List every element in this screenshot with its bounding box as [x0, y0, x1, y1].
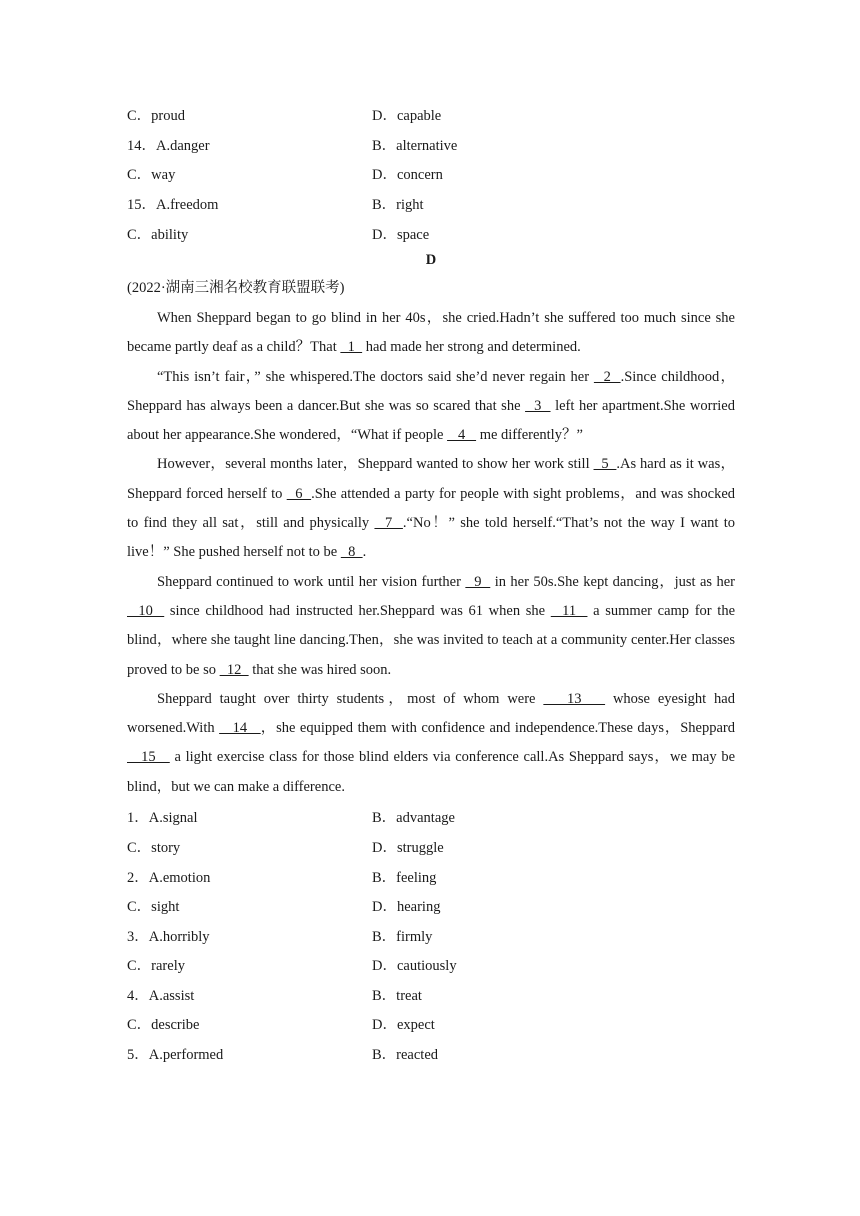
option-row [127, 802, 735, 832]
blank-13: 13 [543, 690, 606, 707]
paragraph-text: .Since childhood，Sheppard has always been a dancer.But she was so scared that she [127, 368, 735, 414]
blank-14: 14 [219, 720, 261, 737]
paragraph-text: that she was hired soon. [248, 661, 392, 678]
option-row [127, 920, 735, 950]
option-right: B．feeling [372, 869, 437, 886]
option-right: B．advantage [372, 810, 455, 827]
source-note: (2022·湖南三湘名校教育联盟联考) [127, 279, 345, 296]
paragraph-text: me differently？” [476, 427, 583, 444]
option-row [127, 100, 735, 130]
blank-3: 3 [525, 397, 551, 414]
paragraph-text: in her 50s.She kept dancing，just as her [490, 573, 735, 590]
paragraph-3 [127, 450, 735, 567]
option-left: C．sight [127, 899, 180, 916]
option-right: D．concern [372, 167, 443, 184]
option-left: 5．A.performed [127, 1047, 224, 1064]
option-left: 2．A.emotion [127, 869, 211, 886]
option-row [127, 130, 735, 160]
option-right: B．treat [372, 987, 422, 1004]
paragraph-text: ，she equipped them with confidence and independence.These days，Sheppard [260, 720, 735, 737]
paragraph-text: left her apartment.She worried about her appearance.She wondered，“What if people [127, 397, 735, 444]
option-right: D．space [372, 226, 430, 243]
option-left: 1．A.signal [127, 810, 198, 827]
blank-7: 7 [374, 515, 403, 532]
paragraph-text: since childhood had instructed her.Sheppard was 61 when she [164, 602, 551, 619]
blank-5: 5 [593, 456, 617, 473]
options-block-top [127, 100, 735, 248]
option-row [127, 832, 735, 862]
blank-2: 2 [593, 368, 621, 385]
option-left: C．way [127, 167, 176, 184]
option-left: C．describe [127, 1017, 200, 1034]
paragraph-text: “This isn’t fair，” she whispered.The doctors said she’d never regain her [157, 368, 594, 385]
paragraph-text: Sheppard continued to work until her vision further [157, 573, 466, 590]
paragraph-text: had made her strong and determined. [362, 339, 581, 356]
paragraph-text: .As hard as it was，Sheppard forced herself to [127, 456, 735, 502]
paragraph-text: a summer camp for the blind，where she taught line dancing.Then，she was invited to teach at a community center.Her classes proved to be so [127, 602, 736, 678]
document-page [127, 100, 735, 1068]
options-block-bottom [127, 802, 735, 1068]
blank-11: 11 [550, 602, 588, 619]
option-row [127, 218, 735, 248]
paragraph-text: .She attended a party for people with sight problems，and was shocked to find they all sat，still and physically [127, 485, 736, 532]
option-left: C．ability [127, 226, 189, 243]
option-row [127, 159, 735, 189]
blank-6: 6 [286, 485, 312, 502]
paragraph-text: Sheppard taught over thirty students，most of whom were [157, 690, 544, 707]
paragraph-5 [127, 685, 735, 802]
option-right: D．cautiously [372, 958, 457, 975]
option-right: D．struggle [372, 839, 444, 856]
paragraph-text: whose eyesight had worsened.With [127, 690, 735, 737]
option-right: B．right [372, 197, 424, 214]
blank-4: 4 [447, 427, 477, 444]
blank-12: 12 [219, 661, 249, 678]
option-row [127, 189, 735, 219]
option-right: D．hearing [372, 899, 441, 916]
paragraph-text: When Sheppard began to go blind in her 40s，she cried.Hadn’t she suffered too much since she became partly deaf as a child？That [127, 309, 735, 356]
paragraph-text: However，several months later，Sheppard wanted to show her work still [157, 456, 594, 473]
option-left: C．rarely [127, 958, 185, 975]
paragraph-text: . [362, 544, 367, 561]
blank-15: 15 [127, 749, 170, 766]
option-row [127, 950, 735, 980]
blank-8: 8 [340, 544, 363, 561]
option-right: D．capable [372, 108, 442, 125]
section-title: D [425, 251, 437, 268]
paragraph-4 [127, 568, 735, 685]
paragraph-text: a light exercise class for those blind elders via conference call.As Sheppard says，we may be blind，but we can make a difference. [127, 749, 736, 795]
option-left: 14．A.danger [127, 137, 210, 154]
blank-10: 10 [127, 602, 165, 619]
blank-9: 9 [465, 573, 491, 590]
option-left: 3．A.horribly [127, 928, 210, 945]
blank-1: 1 [340, 339, 363, 356]
option-row [127, 1009, 735, 1039]
paragraph-1 [127, 304, 735, 363]
option-row [127, 980, 735, 1010]
option-left: C．story [127, 839, 181, 856]
option-right: B．alternative [372, 137, 458, 154]
paragraph-text: .“No！” she told herself.“That’s not the way I want to live！” She pushed herself not to be [127, 515, 736, 561]
option-right: D．expect [372, 1017, 435, 1034]
option-left: C．proud [127, 108, 185, 125]
paragraph-2 [127, 363, 735, 451]
option-row [127, 861, 735, 891]
option-right: B．reacted [372, 1047, 439, 1064]
option-row [127, 891, 735, 921]
option-right: B．firmly [372, 928, 433, 945]
option-row [127, 1039, 735, 1069]
option-left: 15．A.freedom [127, 197, 219, 214]
option-left: 4．A.assist [127, 987, 195, 1004]
